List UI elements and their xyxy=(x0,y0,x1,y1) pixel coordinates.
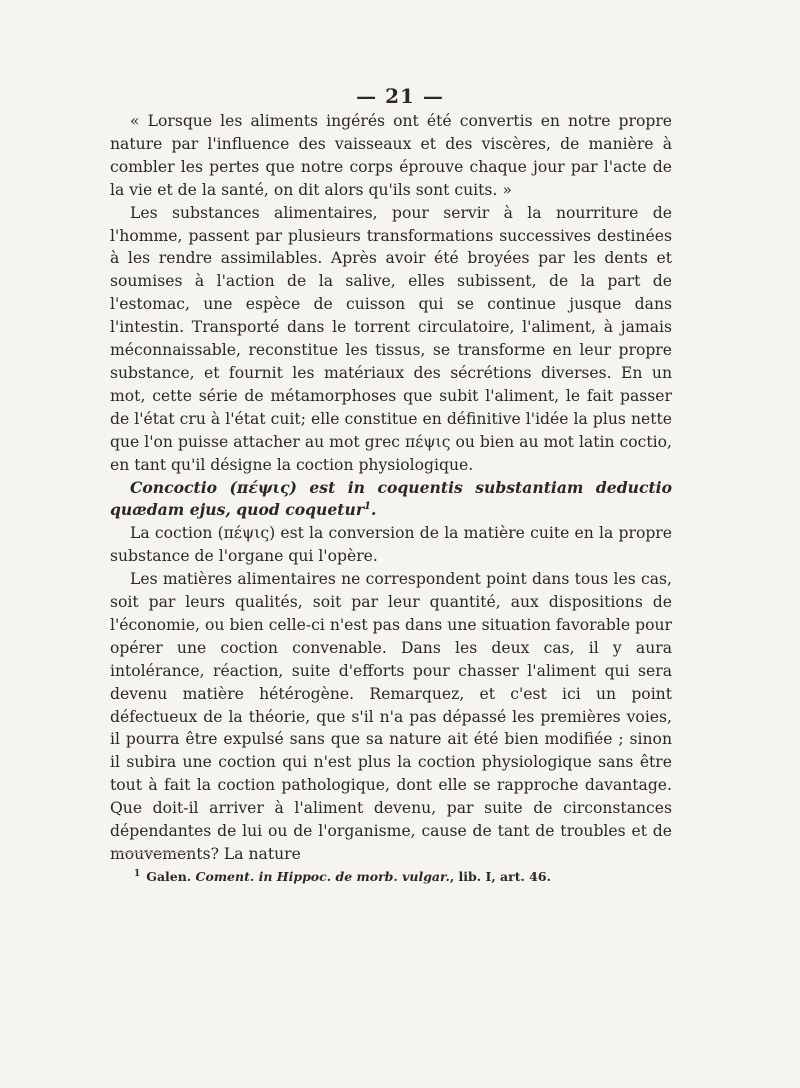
footnote-author: Galen. xyxy=(146,869,192,885)
paragraph-coction-definition: La coction (πέψις) est la conversion de la matière cuite en la propre substance de l'organe qui l'opère. xyxy=(110,524,672,566)
footnote-ref: , lib. I, art. 46. xyxy=(449,869,551,885)
latin-quotation-text: Concoctio (πέψις) est in coquentis substantiam deductio quædam ejus, quod coquetur xyxy=(110,477,672,520)
latin-quotation xyxy=(110,477,672,523)
paragraph-transformations: Les substances alimentaires, pour servir à la nourriture de l'homme, passent par plusieurs transformations successives destinées à les rendre assimilables. Après avoir été broyées par les dents et soumises à l'action de la salive, elles subissent, de la part de l'estomac, une espèce de cuisson qui se continue jusque dans l'intestin. Transporté dans le torrent circulatoire, l'aliment, à jamais méconnaissable, reconstitue les tissus, se transforme en leur propre substance, et fournit les matériaux des sécrétions diverses. En un mot, cette série de métamorphoses que subit l'aliment, le fait passer de l'état cru à l'état cuit; elle constitue en définitive l'idée la plus nette que l'on puisse attacher au mot grec πέψις ou bien au mot latin coctio, en tant qu'il désigne la coction physiologique. xyxy=(110,203,672,474)
page-number: — 21 — xyxy=(356,84,444,108)
footnote-reference: 1 xyxy=(364,501,371,513)
footnote xyxy=(134,866,674,885)
body-text xyxy=(110,110,672,866)
footnote-title: Coment. in Hippoc. de morb. vulgar. xyxy=(195,869,450,885)
latin-quotation-end: . xyxy=(371,500,377,520)
footnote-divider xyxy=(114,852,194,853)
paragraph-quote-opening: « Lorsque les aliments ingérés ont été convertis en notre propre nature par l'influence des vaisseaux et des viscères, de manière à combler les pertes que notre corps éprouve chaque jour par l'acte de la vie et de la santé, on dit alors qu'ils sont cuits. » xyxy=(110,112,672,199)
paragraph-intolerance: Les matières alimentaires ne correspondent point dans tous les cas, soit par leurs qualités, soit par leur quantité, aux dispositions de l'économie, ou bien celle-ci n'est pas dans une situation favorable pour opérer une coction convenable. Dans les deux cas, il y aura intolérance, réaction, suite d'efforts pour chasser l'aliment qui sera devenu matière hétérogène. Remarquez, et c'est ici un point défectueux de la théorie, que s'il n'a pas dépassé les premières voies, il pourra être expulsé sans que sa nature ait été bien modifiée ; sinon il subira une coction qui n'est plus la coction physiologique sans être tout à fait la coction pathologique, dont elle se rapproche davantage. Que doit-il arriver à l'aliment devenu, par suite de circonstances dépendantes de lui ou de l'organisme, cause de tant de troubles et de mouvements? La nature xyxy=(110,570,672,863)
footnote-marker: 1 xyxy=(134,869,141,879)
